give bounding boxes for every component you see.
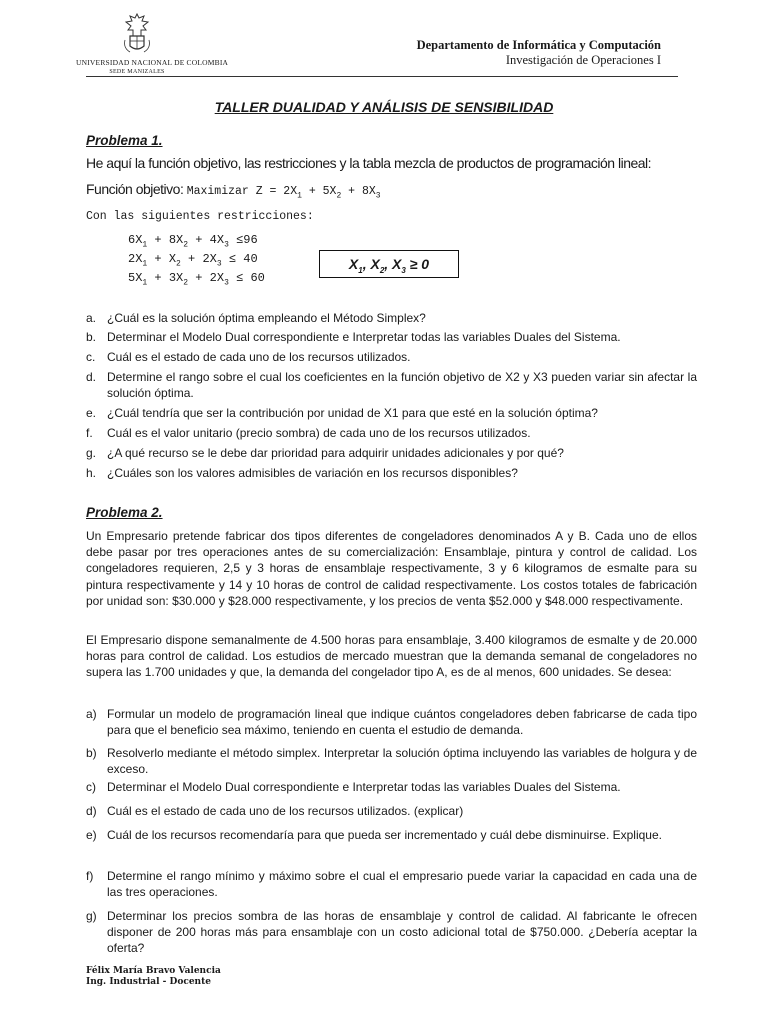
list-item-text: Cuál es el valor unitario (precio sombra) de cada uno de los recursos utilizados. (107, 426, 531, 440)
course-name: Investigación de Operaciones I (505, 53, 661, 67)
list-marker: a) (86, 707, 97, 721)
list-item-text: ¿Cuáles son los valores admisibles de variación en los recursos disponibles? (107, 466, 518, 480)
logo-university-text: UNIVERSIDAD NACIONAL DE COLOMBIA (76, 58, 229, 67)
problem2-paragraph-1: Un Empresario pretende fabricar dos tipos diferentes de congeladores denominados A y B. Cada uno de ellos debe pasar por tres operaciones antes de su comercialización: Ensamblaje, pintura y control de calidad. Los congeladores requieren, 2,5 y 3 horas de ensamblaje respectivamente, 3 y 6 kilogramos de esmalte para su pintura respectivamente y 14 y 10 horas de control de calidad respectivamente. Los costos totales de fabricación por unidad son: $30.000 y $28.000 respectivamente, y los precios de venta $52.000 y $48.000 respectivamente. (86, 529, 697, 608)
constraint-2: $2X_1 + X_2 + 2X_3 \le 40$ (128, 252, 258, 269)
list-marker: e. (86, 406, 97, 420)
department-name: Departamento de Informática y Computación (416, 38, 661, 52)
problem2-question-d (86, 803, 697, 819)
list-item-text: ¿A qué recurso se le debe dar prioridad para adquirir unidades adicionales y por qué? (107, 446, 564, 460)
list-marker: f) (86, 869, 94, 883)
nonnegativity-box (319, 250, 459, 278)
list-marker: g. (86, 446, 97, 460)
problem1-intro: He aquí la función objetivo, las restricciones y la tabla mezcla de productos de programación lineal: (86, 155, 652, 171)
footer-role: Ing. Industrial - Docente (86, 977, 211, 987)
list-marker: f. (86, 426, 93, 440)
list-item-text: ¿Cuál es la solución óptima empleando el Método Simplex? (107, 311, 426, 325)
list-marker: c) (86, 780, 96, 794)
logo-sede-text: SEDE MANIZALES (109, 69, 165, 75)
list-item-text: Determinar los precios sombra de las horas de ensamblaje y control de calidad. Al fabricante le ofrecen disponer de 200 horas más para ensamblaje con un costo adicional total de $750.000. ¿Debería aceptar la oferta? (107, 909, 697, 955)
list-item-text: Determinar el Modelo Dual correspondiente e Interpretar todas las variables Duales del Sistema. (107, 330, 621, 344)
problem1-question-a (86, 310, 697, 326)
problem2-paragraph-2: El Empresario dispone semanalmente de 4.500 horas para ensamblaje, 3.400 kilogramos de esmalte y de 20.000 horas para control de calidad. Los estudios de mercado muestran que la demanda semanal de congeladores no supera las 1.700 unidades y que, la demanda del congelador tipo A, es de al menos, 600 unidades. Se desea: (86, 633, 697, 680)
document-title: TALLER DUALIDAD Y ANÁLISIS DE SENSIBILIDAD (214, 99, 554, 115)
list-item-text: Determinar el Modelo Dual correspondiente e Interpretar todas las variables Duales del Sistema. (107, 780, 621, 794)
list-marker: c. (86, 350, 96, 364)
problem2-question-c (86, 779, 697, 795)
list-item-text: Resolverlo mediante el método simplex. Interpretar la solución óptima incluyendo las variables de holgura y de exceso. (107, 746, 697, 776)
list-marker: b) (86, 746, 97, 760)
header-divider (86, 76, 678, 77)
problem1-question-h (86, 465, 697, 481)
constraint-3: $5X_1 + 3X_2 + 2X_3 \le 60$ (128, 271, 265, 288)
nonnegativity-text: $X_1$, $X_2$, $X_3 \ge 0$ (348, 256, 430, 275)
footer-author: Félix María Bravo Valencia (86, 966, 221, 976)
list-marker: b. (86, 330, 97, 344)
list-item-text: Cuál es el estado de cada uno de los recursos utilizados. (explicar) (107, 804, 464, 818)
list-marker: d) (86, 804, 97, 818)
list-item-text: Formular un modelo de programación lineal que indique cuántos congeladores deben fabricarse de cada tipo para que el beneficio sea máximo, teniendo en cuenta el estudio de demanda. (107, 707, 697, 737)
list-item-text: Determine el rango mínimo y máximo sobre el cual el empresario puede variar la capacidad en cada una de las tres operaciones. (107, 869, 697, 899)
objective-expression: Maximizar $Z = 2X_1 + 5X_2 + 8X_3$ (186, 185, 381, 201)
problem2-heading: Problema 2. (86, 505, 163, 520)
coat-of-arms-icon (122, 12, 152, 54)
problem1-question-f (86, 425, 697, 441)
problem2-question-e (86, 827, 697, 843)
list-item-text: Cuál de los recursos recomendaría para que pueda ser incrementado y cuál debe disminuirse. Explique. (107, 828, 662, 842)
list-marker: e) (86, 828, 97, 842)
constraints-intro: Con las siguientes restricciones: (86, 210, 314, 223)
constraint-1: $6X_1 + 8X_2 + 4X_3 \le 96$ (128, 233, 258, 250)
problem1-heading: Problema 1. (86, 133, 163, 148)
list-item-text: Cuál es el estado de cada uno de los recursos utilizados. (107, 350, 411, 364)
problem1-question-c (86, 349, 697, 365)
problem1-question-d (86, 369, 697, 401)
objective-function (86, 181, 381, 201)
list-marker: h. (86, 466, 97, 480)
problem2-question-b (86, 745, 697, 777)
list-marker: a. (86, 311, 97, 325)
problem1-question-e (86, 405, 697, 421)
university-logo (76, 12, 229, 80)
problem2-question-g (86, 908, 697, 956)
problem1-question-g (86, 445, 697, 461)
list-marker: d. (86, 370, 97, 384)
problem1-question-b (86, 329, 697, 345)
objective-label: Función objetivo: (86, 181, 184, 197)
list-item-text: ¿Cuál tendría que ser la contribución por unidad de X1 para que esté en la solución óptima? (107, 406, 598, 420)
list-marker: g) (86, 909, 97, 923)
list-item-text: Determine el rango sobre el cual los coeficientes en la función objetivo de X2 y X3 pueden variar sin afectar la solución óptima. (107, 370, 697, 400)
problem2-question-f (86, 868, 697, 900)
problem2-question-a (86, 706, 697, 738)
